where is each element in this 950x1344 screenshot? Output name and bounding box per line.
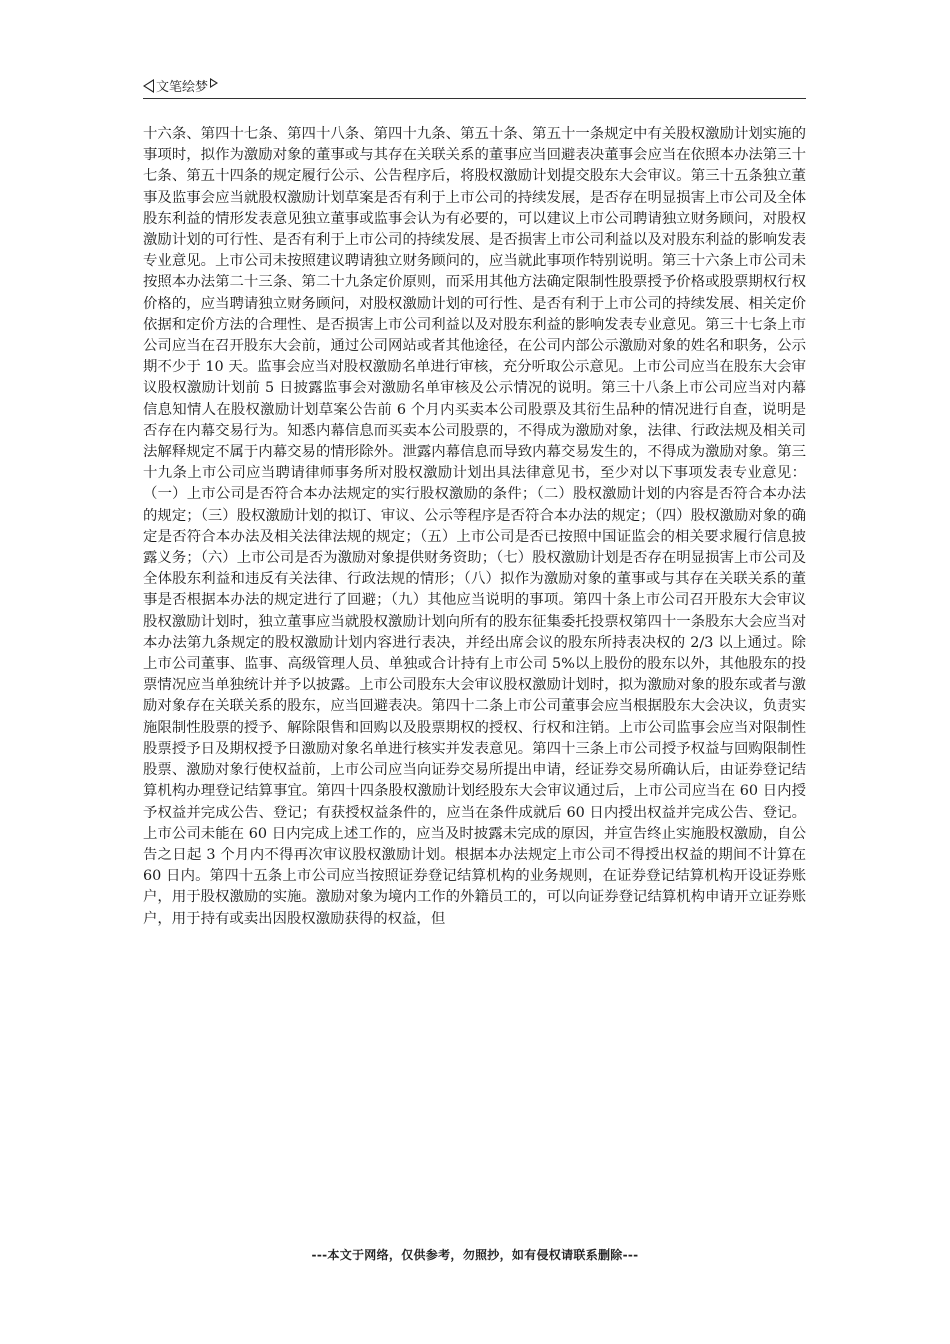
triangle-left-icon: [143, 79, 154, 93]
page-footer: ---本文于网络，仅供参考，勿照抄，如有侵权请联系删除---: [311, 1248, 639, 1262]
brand-logo: [143, 76, 218, 95]
body-paragraph: 十六条、第四十七条、第四十八条、第四十九条、第五十条、第五十一条规定中有关股权激励计划实施的事项时，拟作为激励对象的董事或与其存在关联关系的董事应当回避表决董事会应当在依照本办法第三十七条、第五十四条的规定履行公示、公告程序后，将股权激励计划提交股东大会审议。第三十五条独立董事及监事会应当就股权激励计划草案是否有利于上市公司的持续发展，是否存在明显损害上市公司及全体股东利益的情形发表意见独立董事或监事会认为有必要的，可以建议上市公司聘请独立财务顾问，对股权激励计划的可行性、是否有利于上市公司的持续发展、是否损害上市公司利益以及对股东利益的影响发表专业意见。上市公司未按照建议聘请独立财务顾问的，应当就此事项作特别说明。第三十六条上市公司未按照本办法第二十三条、第二十九条定价原则，而采用其他方法确定限制性股票授予价格或股票期权行权价格的，应当聘请独立财务顾问，对股权激励计划的可行性、是否有利于上市公司的持续发展、相关定价依据和定价方法的合理性、是否损害上市公司利益以及对股东利益的影响发表专业意见。第三十七条上市公司应当在召开股东大会前，通过公司网站或者其他途径，在公司内部公示激励对象的姓名和职务，公示期不少于 10 天。监事会应当对股权激励名单进行审核，充分听取公示意见。上市公司应当在股东大会审议股权激励计划前 5 日披露监事会对激励名单审核及公示情况的说明。第三十八条上市公司应当对内幕信息知情人在股权激励计划草案公告前 6 个月内买卖本公司股票及其衍生品种的情况进行自查，说明是否存在内幕交易行为。知悉内幕信息而买卖本公司股票的，不得成为激励对象，法律、行政法规及相关司法解释规定不属于内幕交易的情形除外。泄露内幕信息而导致内幕交易发生的，不得成为激励对象。第三十九条上市公司应当聘请律师事务所对股权激励计划出具法律意见书，至少对以下事项发表专业意见：（一）上市公司是否符合本办法规定的实行股权激励的条件；（二）股权激励计划的内容是否符合本办法的规定；（三）股权激励计划的拟订、审议、公示等程序是否符合本办法的规定；（四）股权激励对象的确定是否符合本办法及相关法律法规的规定；（五）上市公司是否已按照中国证监会的相关要求履行信息披露义务；（六）上市公司是否为激励对象提供财务资助；（七）股权激励计划是否存在明显损害上市公司及全体股东利益和违反有关法律、行政法规的情形；（八）拟作为激励对象的董事或与其存在关联关系的董事是否根据本办法的规定进行了回避；（九）其他应当说明的事项。第四十条上市公司召开股东大会审议股权激励计划时，独立董事应当就股权激励计划向所有的股东征集委托投票权第四十一条股东大会应当对本办法第九条规定的股权激励计划内容进行表决，并经出席会议的股东所持表决权的 2/3 以上通过。除上市公司董事、监事、高级管理人员、单独或合计持有上市公司 5%以上股份的股东以外，其他股东的投票情况应当单独统计并予以披露。上市公司股东大会审议股权激励计划时，拟为激励对象的股东或者与激励对象存在关联关系的股东，应当回避表决。第四十二条上市公司董事会应当根据股东大会决议，负责实施限制性股票的授予、解除限售和回购以及股票期权的授权、行权和注销。上市公司监事会应当对限制性股票授予日及期权授予日激励对象名单进行核实并发表意见。第四十三条上市公司授予权益与回购限制性股票、激励对象行使权益前，上市公司应当向证券交易所提出申请，经证券交易所确认后，由证券登记结算机构办理登记结算事宜。第四十四条股权激励计划经股东大会审议通过后，上市公司应当在 60 日内授予权益并完成公告、登记；有获授权益条件的，应当在条件成就后 60 日内授出权益并完成公告、登记。上市公司未能在 60 日内完成上述工作的，应当及时披露未完成的原因，并宣告终止实施股权激励，自公告之日起 3 个月内不得再次审议股权激励计划。根据本办法规定上市公司不得授出权益的期间不计算在 60 日内。第四十五条上市公司应当按照证券登记结算机构的业务规则，在证券登记结算机构开设证券账户，用于股权激励的实施。激励对象为境内工作的外籍员工的，可以向证券登记结算机构申请开立证券账户，用于持有或卖出因股权激励获得的权益，但: [143, 126, 806, 927]
page-header: [143, 74, 806, 99]
triangle-right-icon: [210, 78, 218, 88]
brand-name: 文笔绘梦: [156, 80, 209, 95]
